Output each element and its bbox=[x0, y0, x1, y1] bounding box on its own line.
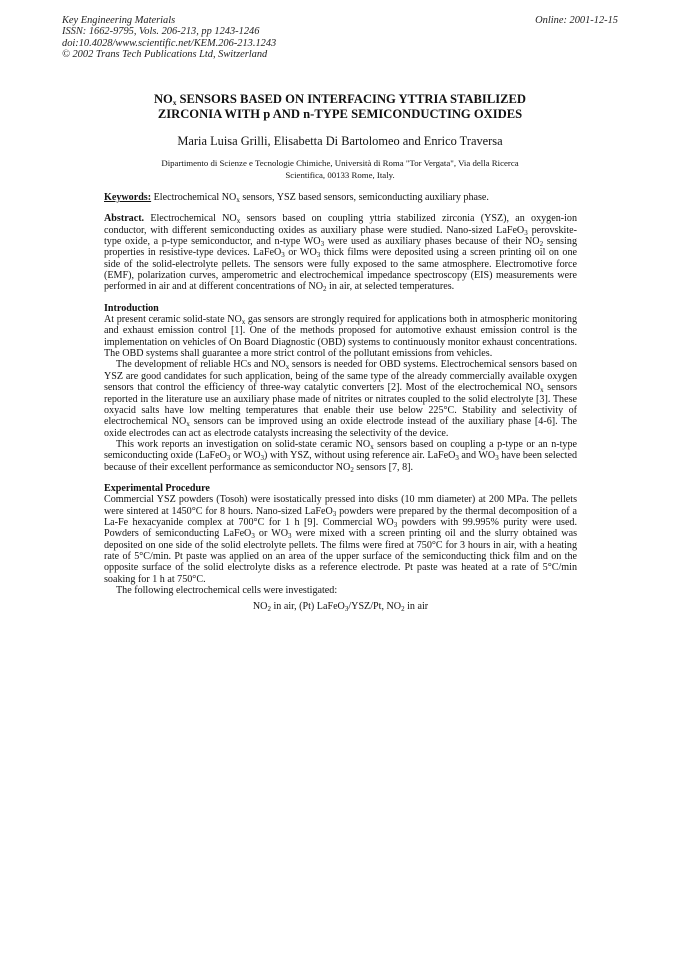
online-date: Online: 2001-12-15 bbox=[535, 15, 618, 26]
abstract: Abstract. Electrochemical $NO_x$ sensors based on coupling yttria stabilized zirconia (YSZ), an oxygen-ion conductor, with different semiconducting oxides as auxiliary phase were studied. Nano-sized LaFeO$_3$ perovskite-type oxide, a p-type semiconductor, and n-type $WO_3$ were used as auxiliary phases because of their $NO_2$ sensing properties in resistive-type devices. LaFeO$_3$ or $WO_3$ thick films were deposited using a screen printing oil on one side of the solid-electrolyte pellets. The sensors were fully exposed to the same atmosphere. Electromotive force (EMF), polarization curves, amperometric and electrochemical impedance spectroscopy (EIS) measurements were performed in air and at different concentrations of $NO_2$ in air, at selected temperatures. bbox=[104, 213, 577, 294]
introduction-heading: Introduction bbox=[104, 302, 159, 314]
affiliation-line-1: Dipartimento di Scienze e Tecnologie Chimiche, Università di Roma "Tor Vergata", Via della Ricerca bbox=[161, 158, 519, 168]
journal-name: Key Engineering Materials bbox=[62, 15, 176, 26]
journal-header bbox=[62, 15, 618, 61]
abstract-label: Abstract. bbox=[104, 213, 145, 225]
experimental-section bbox=[104, 483, 577, 613]
doi-line: doi:10.4028/www.scientific.net/KEM.206-213.1243 bbox=[62, 37, 277, 49]
intro-paragraph-3: This work reports an investigation on solid-state ceramic $NO_x$ sensors based on coupling a p-type or an n-type semiconducting oxide (LaFeO$_3$ or $WO_3$) with YSZ, without using reference air. LaFeO$_3$ and $WO_3$ have been selected because of their excellent performance as semiconductor $NO_2$ sensors [7, 8]. bbox=[104, 438, 578, 474]
paper-title bbox=[62, 92, 618, 122]
cell-equation: $NO_2$ in air, (Pt) LaFeO$_3$/YSZ/Pt, $NO_2$ in air bbox=[252, 601, 429, 614]
experimental-paragraph-1: Commercial YSZ powders (Tosoh) were isostatically pressed into disks (10 mm diameter) at 200 MPa. The pellets were sintered at 1450°C for 8 hours. Nano-sized LaFeO$_3$ powders were prepared by the thermal decomposition of a La-Fe hexacyanide complex at 700°C for 1 h [9]. Commercial $WO_3$ powders with 99.995% purity were used. Powders of semiconducting LaFeO$_3$ or $WO_3$ were mixed with a screen printing oil and the slurry obtained was deposited on one side of the solid electrolyte pellets. The films were fired at 750°C for 3 hours in air, with a heating rate of 5°C/min. Pt paste was applied on an area of the upper surface of the semiconducting thick film and on the opposite surface of the solid electrolyte disks as a reference electrode. Pt paste was heated at a rate of 5°C/min soaking for 1 h at 750°C. bbox=[104, 494, 577, 585]
affiliation bbox=[62, 158, 618, 181]
experimental-paragraph-2: The following electrochemical cells were investigated: bbox=[116, 585, 338, 596]
keywords-label: Keywords: bbox=[104, 192, 152, 203]
issn-line: ISSN: 1662-9795, Vols. 206-213, pp 1243-1246 bbox=[62, 26, 260, 38]
intro-paragraph-1: At present ceramic solid-state $NO_x$ gas sensors are strongly required for applications both in atmospheric monitoring and exhaust emission control [1]. One of the methods proposed for automotive exhaust emission control is the implementation on vehicles of On Board Diagnostic (OBD) systems to continuously monitor exhaust concentrations. The OBD systems shall guarantee a more strict control of the pollutant emissions from vehicles. bbox=[104, 314, 578, 360]
copyright-line: © 2002 Trans Tech Publications Ltd, Switzerland bbox=[62, 49, 268, 61]
experimental-heading: Experimental Procedure bbox=[104, 482, 210, 494]
paper-body bbox=[104, 192, 577, 623]
title-line-2: ZIRCONIA WITH p AND n-TYPE SEMICONDUCTING OXIDES bbox=[157, 107, 523, 121]
title-line-1: $NO_x$ SENSORS BASED ON INTERFACING YTTRIA STABILIZED bbox=[153, 92, 527, 107]
keywords: Keywords: Electrochemical $NO_x$ sensors, YSZ based sensors, semiconducting auxiliary phase. bbox=[104, 192, 489, 204]
intro-paragraph-2: The development of reliable HCs and $NO_x$ sensors is needed for OBD systems. Electrochemical sensors based on YSZ are good candidates for such application, being of the same type of the already commercially available oxygen sensors that control the efficiency of three-way catalytic converters [2]. Most of the electrochemical $NO_x$ sensors reported in the literature use an auxiliary phase made of nitrites or nitrates coupled to the solid electrolyte [3]. These oxyacid salts have low melting temperatures that enable their use below 225°C. Stability and selectivity of electrochemical $NO_x$ sensors can be improved using an oxide electrode instead of the auxiliary phase [4-6]. The oxide electrodes can act as electrode catalysts increasing the selectivity of the device. bbox=[104, 359, 578, 439]
affiliation-line-2: Scientifica, 00133 Rome, Italy. bbox=[285, 169, 395, 180]
introduction-section bbox=[104, 303, 577, 473]
author-list: Maria Luisa Grilli, Elisabetta Di Bartolomeo and Enrico Traversa bbox=[177, 134, 503, 148]
